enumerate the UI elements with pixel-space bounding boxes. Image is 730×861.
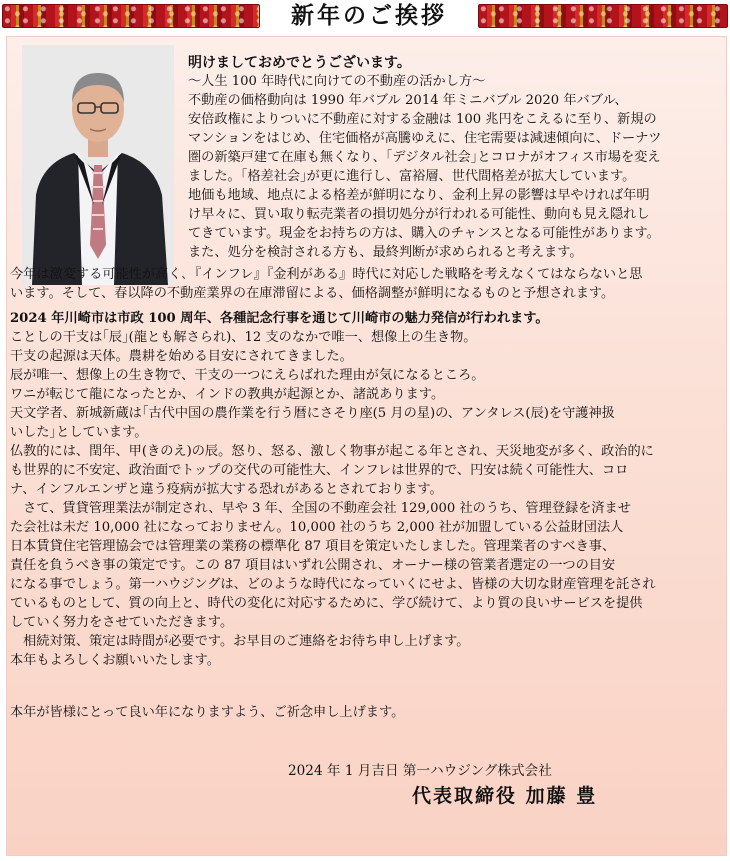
banner-title: 新年のご挨拶 bbox=[291, 2, 447, 29]
paragraph-line: 今年は激変する可能性が高く､『インフレ』『金利がある』時代に対応した戦略を考えなくてはならないと思 bbox=[10, 267, 643, 282]
portrait-icon bbox=[22, 45, 174, 285]
paragraph-line: 本年もよろしくお願いいたします。 bbox=[10, 653, 220, 668]
paragraph-line: てきています。現金をお持ちの方は、購入のチャンスとなる可能性があります。 bbox=[188, 226, 660, 241]
paragraph-line: ことしの干支は｢辰｣(龍とも解さられ)、12 支のなかで唯一、想像上の生き物。 bbox=[10, 330, 477, 345]
kawasaki-heading: 2024 年川崎市は市政 100 周年、各種記念行事を通じて川崎市の魅力発信が行われます。 bbox=[10, 311, 549, 326]
header-banner bbox=[0, 0, 730, 32]
paragraph-line: ました。｢格差社会｣が更に進行し、富裕層、世代間格差が拡大しています。 bbox=[188, 169, 636, 184]
paragraph-line: け早々に、買い取り転売業者の損切処分が行われる可能性、動向も見え隠れし bbox=[188, 207, 650, 222]
signature-representative: 代表取締役 加藤 豊 bbox=[412, 785, 598, 807]
paragraph-line: た会社は未だ 10,000 社になっておりません。10,000 社のうち 2,000 社が加盟している公益財団法人 bbox=[10, 520, 624, 535]
paragraph-line: います。そして、春以降の不動産業界の在庫滞留による、価格調整が鮮明になるものと予想されます。 bbox=[10, 286, 615, 301]
paragraph-line: ているものとして、質の向上と、時代の変化に対応するために、学び続けて、より質の良いサービスを提供 bbox=[10, 596, 643, 611]
paragraph-line: 不動産の価格動向は 1990 年バブル 2014 年ミニバブル 2020 年バブル、 bbox=[188, 93, 628, 108]
paragraph-line: 圏の新築戸建て在庫も無くなり、｢デジタル社会｣とコロナがオフィス市場を変え bbox=[188, 150, 661, 165]
subtitle: ～人生 100 年時代に向けての不動産の活かし方～ bbox=[188, 74, 486, 89]
paragraph-line: になる事でしょう。第一ハウジングは、どのような時代になっていくにせよ、皆様の大切な財産管理を託され bbox=[10, 577, 656, 592]
decorative-band-left bbox=[2, 4, 260, 28]
paragraph-line: も世界的に不安定、政治面でトップの交代の可能性大、インフレは世界的で、円安は続く可能性大、コロ bbox=[10, 463, 629, 478]
portrait-photo bbox=[22, 45, 174, 285]
paragraph-line: 地価も地域、地点による格差が鮮明になり、金利上昇の影響は早やければ年明 bbox=[188, 188, 650, 203]
paragraph-line: 安倍政権によりついに不動産に対する金融は 100 兆円をこえるに至り、新規の bbox=[188, 112, 657, 127]
paragraph-line: いした｣としています。 bbox=[10, 425, 148, 440]
paragraph-line: 責任を負うべき事の策定です。この 87 項目はいずれ公開され、オーナー様の管業者選定の一つの目安 bbox=[10, 558, 616, 573]
paragraph-line: 干支の起源は天体。農耕を始める目安にされてきました。 bbox=[10, 349, 353, 364]
decorative-band-right bbox=[478, 4, 728, 28]
paragraph-line: ワニが転じて龍になったとか、インドの教典が起源とか、諸説あります。 bbox=[10, 387, 445, 402]
paragraph-line: 日本賃貸住宅管理協会では管理業の業務の標準化 87 項目を策定いたしました。管理業者のすべき事、 bbox=[10, 539, 616, 554]
greeting-heading: 明けましておめでとうございます。 bbox=[188, 55, 411, 71]
paragraph-line: ナ、インフルエンザと違う疫病が拡大する恐れがあるとされております。 bbox=[10, 482, 443, 497]
paragraph-line: マンションをはじめ、住宅価格が高騰ゆえに、住宅需要は減速傾向に、ドーナツ bbox=[188, 131, 662, 146]
paragraph-line: また、処分を検討される方も、最終判断が求められると考えます。 bbox=[188, 245, 583, 260]
paragraph-line: していく努力をさせていただきます。 bbox=[10, 615, 234, 630]
closing-line: 本年が皆様にとって良い年になりますよう、ご祈念申し上げます。 bbox=[10, 705, 405, 720]
paragraph-line: 相続対策、策定は時間が必要です。お早目のご連絡をお待ち申し上げます。 bbox=[10, 634, 470, 649]
paragraph-line: 仏教的には、閏年、甲(きのえ)の辰。怒り、怒る、激しく物事が起こる年とされ、天災地変が多く、政治的に bbox=[10, 444, 654, 459]
paragraph-line: さて、賃貸管理業法が制定され、早や 3 年、全国の不動産会社 129,000 社のうち、管理登録を済ませ bbox=[10, 501, 631, 516]
paragraph-line: 辰が唯一、想像上の生き物で、干支の一つにえらばれた理由が気になるところ。 bbox=[10, 368, 485, 383]
paragraph-line: 天文学者、新城新蔵は｢古代中国の農作業を行う暦にさそり座(5 月の星)の、アンタレス(辰)を守護神扱 bbox=[10, 406, 615, 421]
signature-date-company: 2024 年 1 月吉日 第一ハウジング株式会社 bbox=[288, 763, 552, 779]
